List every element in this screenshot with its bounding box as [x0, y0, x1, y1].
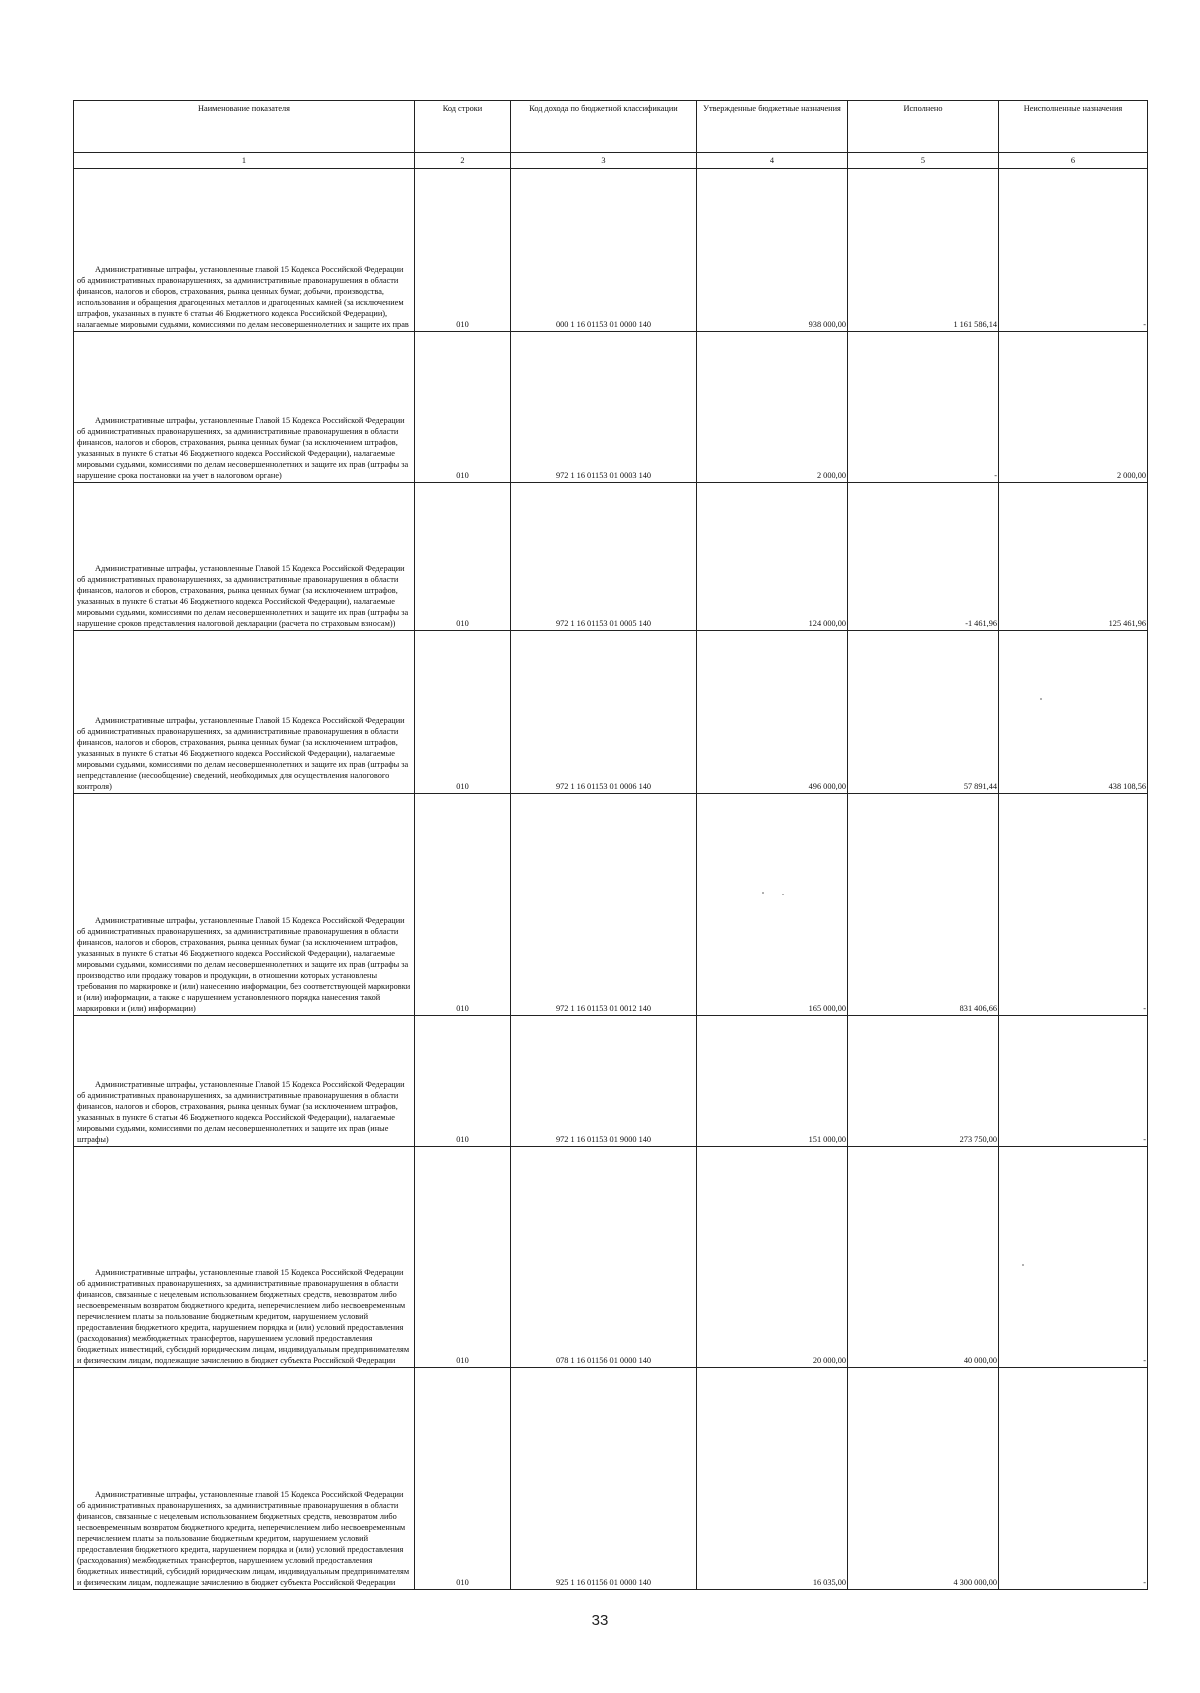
executed-amount: -	[848, 332, 999, 483]
unexecuted-amount: -	[999, 1147, 1148, 1368]
indicator-name	[74, 794, 415, 1016]
executed-amount: 40 000,00	[848, 1147, 999, 1368]
table-row	[74, 1016, 1148, 1147]
approved-amount: 938 000,00	[697, 169, 848, 332]
indicator-name-text: Административные штрафы, установленные Главой 15 Кодекса Российской Федерации об административных правонарушениях, за административные правонарушения в области финансов, налогов и сборов, страхования, рынка ценных бумаг (за исключением штрафов, указанных в пункте 6 статьи 46 Бюджетного кодекса Российской Федерации), налагаемые мировыми судьями, комиссиями по делам несовершеннолетних и защите их прав (иные штрафы)	[77, 1080, 405, 1144]
column-number: 5	[848, 153, 999, 169]
income-code: 972 1 16 01153 01 0012 140	[511, 794, 697, 1016]
unexecuted-amount: 438 108,56	[999, 631, 1148, 794]
column-number: 6	[999, 153, 1148, 169]
line-code: 010	[415, 169, 511, 332]
executed-amount: 57 891,44	[848, 631, 999, 794]
executed-amount: 273 750,00	[848, 1016, 999, 1147]
indicator-name	[74, 483, 415, 631]
indicator-name-text: Административные штрафы, установленные Главой 15 Кодекса Российской Федерации об административных правонарушениях, за административные правонарушения в области финансов, налогов и сборов, страхования, рынка ценных бумаг (за исключением штрафов, указанных в пункте 6 статьи 46 Бюджетного кодекса Российской Федерации), налагаемые мировыми судьями, комиссиями по делам несовершеннолетних и защите их прав (штрафы за нарушение сроков представления налоговой декларации (расчета по страховым взносам))	[77, 564, 409, 628]
scan-speck	[782, 894, 784, 895]
table-row	[74, 631, 1148, 794]
column-number-row	[74, 153, 1148, 169]
indicator-name	[74, 332, 415, 483]
income-code: 078 1 16 01156 01 0000 140	[511, 1147, 697, 1368]
scan-speck	[1040, 698, 1042, 700]
approved-amount: 16 035,00	[697, 1368, 848, 1590]
budget-income-table	[73, 100, 1148, 1590]
unexecuted-amount: -	[999, 1016, 1148, 1147]
column-number: 1	[74, 153, 415, 169]
executed-amount: -1 461,96	[848, 483, 999, 631]
header-row	[74, 101, 1148, 153]
line-code: 010	[415, 483, 511, 631]
header-executed: Исполнено	[848, 101, 999, 153]
column-number: 2	[415, 153, 511, 169]
header-income-code: Код дохода по бюджетной классификации	[511, 101, 697, 153]
line-code: 010	[415, 332, 511, 483]
executed-amount: 4 300 000,00	[848, 1368, 999, 1590]
approved-amount: 151 000,00	[697, 1016, 848, 1147]
table-row	[74, 332, 1148, 483]
indicator-name-text: Административные штрафы, установленные Главой 15 Кодекса Российской Федерации об административных правонарушениях, за административные правонарушения в области финансов, налогов и сборов, страхования, рынка ценных бумаг (за исключением штрафов, указанных в пункте 6 статьи 46 Бюджетного кодекса Российской Федерации), налагаемые мировыми судьями, комиссиями по делам несовершеннолетних и защите их прав (штрафы за непредставление (несообщение) сведений, необходимых для осуществления налогового контроля)	[77, 716, 409, 791]
table-row	[74, 483, 1148, 631]
header-line-code: Код строки	[415, 101, 511, 153]
line-code: 010	[415, 1016, 511, 1147]
income-code: 972 1 16 01153 01 0003 140	[511, 332, 697, 483]
indicator-name	[74, 169, 415, 332]
scan-speck	[1022, 1264, 1024, 1266]
column-number: 3	[511, 153, 697, 169]
table-row	[74, 169, 1148, 332]
indicator-name	[74, 1147, 415, 1368]
scan-speck	[762, 892, 764, 894]
indicator-name	[74, 631, 415, 794]
indicator-name-text: Административные штрафы, установленные главой 15 Кодекса Российской Федерации об административных правонарушениях, за административные правонарушения в области финансов, налогов и сборов, страхования, рынка ценных бумаг, добычи, производства, использования и обращения драгоценных металлов и драгоценных камней (за исключением штрафов, указанных в пункте 6 статьи 46 Бюджетного кодекса Российской Федерации), налагаемые мировыми судьями, комиссиями по делам несовершеннолетних и защите их прав	[77, 265, 409, 329]
unexecuted-amount: -	[999, 169, 1148, 332]
income-code: 000 1 16 01153 01 0000 140	[511, 169, 697, 332]
approved-amount: 496 000,00	[697, 631, 848, 794]
header-name: Наименование показателя	[74, 101, 415, 153]
indicator-name-text: Административные штрафы, установленные главой 15 Кодекса Российской Федерации об административных правонарушениях, за административные правонарушения в области финансов, связанные с нецелевым использованием бюджетных средств, невозвратом либо несвоевременным возвратом бюджетного кредита, неперечислением либо несвоевременным перечислением платы за пользование бюджетным кредитом, нарушением условий предоставления бюджетного кредита, нарушением порядка и (или) условий предоставления (расходования) межбюджетных трансфертов, нарушением условий предоставления бюджетных инвестиций, субсидий юридическим лицам, индивидуальным предпринимателям и физическим лицам, подлежащие зачислению в бюджет субъекта Российской Федерации	[77, 1268, 410, 1365]
header-approved: Утвержденные бюджетные назначения	[697, 101, 848, 153]
table-row	[74, 1368, 1148, 1590]
page-number: 33	[591, 1612, 609, 1629]
income-code: 925 1 16 01156 01 0000 140	[511, 1368, 697, 1590]
unexecuted-amount: -	[999, 794, 1148, 1016]
indicator-name-text: Административные штрафы, установленные Главой 15 Кодекса Российской Федерации об административных правонарушениях, за административные правонарушения в области финансов, налогов и сборов, страхования, рынка ценных бумаг (за исключением штрафов, указанных в пункте 6 статьи 46 Бюджетного кодекса Российской Федерации), налагаемые мировыми судьями, комиссиями по делам несовершеннолетних и защите их прав (штрафы за производство или продажу товаров и продукции, в отношении которых установлены требования по маркировке и (или) нанесению информации, без соответствующей маркировки и (или) информации, а также с нарушением установленного порядка нанесения такой маркировки и (или) информации)	[77, 916, 411, 1013]
executed-amount: 831 406,66	[848, 794, 999, 1016]
approved-amount: 165 000,00	[697, 794, 848, 1016]
table-row	[74, 794, 1148, 1016]
line-code: 010	[415, 794, 511, 1016]
unexecuted-amount: -	[999, 1368, 1148, 1590]
approved-amount: 2 000,00	[697, 332, 848, 483]
income-code: 972 1 16 01153 01 0006 140	[511, 631, 697, 794]
indicator-name-text: Административные штрафы, установленные Главой 15 Кодекса Российской Федерации об административных правонарушениях, за административные правонарушения в области финансов, налогов и сборов, страхования, рынка ценных бумаг (за исключением штрафов, указанных в пункте 6 статьи 46 Бюджетного кодекса Российской Федерации), налагаемые мировыми судьями, комиссиями по делам несовершеннолетних и защите их прав (штрафы за нарушение срока постановки на учет в налоговом органе)	[77, 416, 409, 480]
header-unexecuted: Неисполненные назначения	[999, 101, 1148, 153]
indicator-name	[74, 1016, 415, 1147]
unexecuted-amount: 2 000,00	[999, 332, 1148, 483]
indicator-name	[74, 1368, 415, 1590]
approved-amount: 20 000,00	[697, 1147, 848, 1368]
income-code: 972 1 16 01153 01 9000 140	[511, 1016, 697, 1147]
table-row	[74, 1147, 1148, 1368]
line-code: 010	[415, 631, 511, 794]
indicator-name-text: Административные штрафы, установленные главой 15 Кодекса Российской Федерации об административных правонарушениях, за административные правонарушения в области финансов, связанные с нецелевым использованием бюджетных средств, невозвратом либо несвоевременным возвратом бюджетного кредита, неперечислением либо несвоевременным перечислением платы за пользование бюджетным кредитом, нарушением условий предоставления бюджетного кредита, нарушением порядка и (или) условий предоставления (расходования) межбюджетных трансфертов, нарушением условий предоставления бюджетных инвестиций, субсидий юридическим лицам, индивидуальным предпринимателям и физическим лицам, подлежащие зачислению в бюджет субъекта Российской Федерации	[77, 1490, 410, 1587]
approved-amount: 124 000,00	[697, 483, 848, 631]
unexecuted-amount: 125 461,96	[999, 483, 1148, 631]
line-code: 010	[415, 1368, 511, 1590]
executed-amount: 1 161 586,14	[848, 169, 999, 332]
line-code: 010	[415, 1147, 511, 1368]
income-code: 972 1 16 01153 01 0005 140	[511, 483, 697, 631]
column-number: 4	[697, 153, 848, 169]
